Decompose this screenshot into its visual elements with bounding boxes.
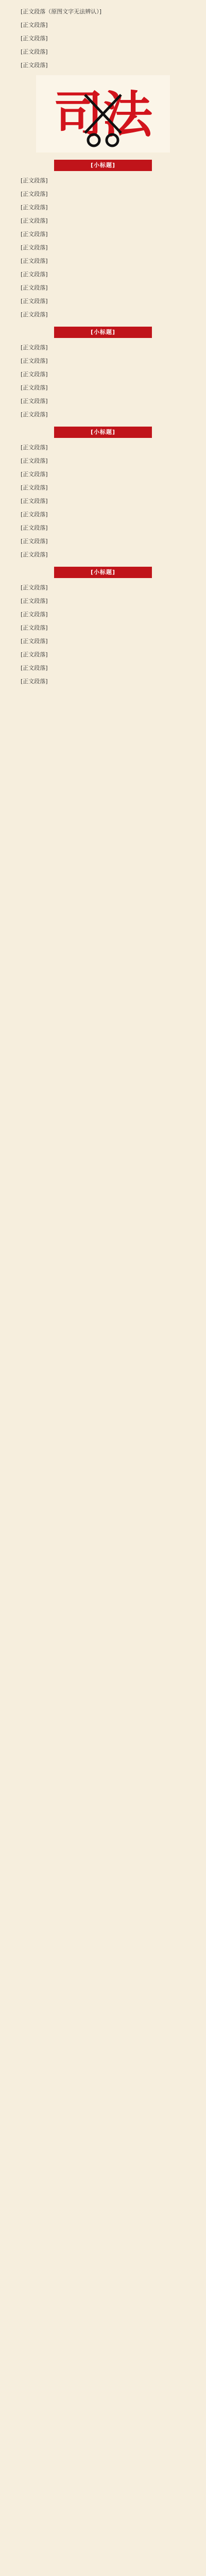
article-paragraph: [正文段落] — [21, 231, 48, 238]
article-paragraph: [正文段落] — [21, 457, 48, 464]
article-paragraph: [正文段落] — [21, 371, 48, 378]
article-paragraph: [正文段落] — [21, 48, 48, 55]
article-paragraph: [正文段落] — [21, 217, 48, 224]
article-paragraph: [正文段落] — [21, 538, 48, 545]
article-paragraph: [正文段落] — [21, 22, 48, 28]
article-paragraph: [正文段落] — [21, 258, 48, 264]
article-paragraph: [正文段落（原图文字无法辨认）] — [21, 8, 102, 15]
article-paragraph: [正文段落] — [21, 524, 48, 531]
article-paragraph: [正文段落] — [21, 511, 48, 518]
article-paragraph: [正文段落] — [21, 584, 48, 591]
article-paragraph: [正文段落] — [21, 271, 48, 278]
article-paragraph: [正文段落] — [21, 398, 48, 404]
article-paragraph: [正文段落] — [21, 284, 48, 291]
article-paragraph: [正文段落] — [21, 191, 48, 197]
article-paragraph: [正文段落] — [21, 384, 48, 391]
article-paragraph: [正文段落] — [21, 665, 48, 671]
article-paragraph: [正文段落] — [21, 611, 48, 618]
banner-headline: 司法 — [54, 86, 152, 144]
article-paragraph: [正文段落] — [21, 598, 48, 604]
article-paragraph: [正文段落] — [21, 62, 48, 69]
article-paragraph: [正文段落] — [21, 678, 48, 685]
article-paragraph: [正文段落] — [21, 311, 48, 318]
article-body — [0, 0, 206, 686]
article-paragraph: [正文段落] — [21, 471, 48, 478]
section-title: [小标题] — [54, 427, 152, 438]
article-paragraph: [正文段落] — [21, 204, 48, 211]
article-paragraph: [正文段落] — [21, 444, 48, 451]
article-paragraph: [正文段落] — [21, 638, 48, 645]
article-paragraph: [正文段落] — [21, 244, 48, 251]
article-paragraph: [正文段落] — [21, 177, 48, 184]
article-paragraph: [正文段落] — [21, 498, 48, 504]
justice-banner-image — [36, 75, 170, 152]
article-paragraph: [正文段落] — [21, 298, 48, 304]
article-paragraph: [正文段落] — [21, 344, 48, 351]
article-paragraph: [正文段落] — [21, 358, 48, 364]
article-paragraph: [正文段落] — [21, 484, 48, 491]
section-title: [小标题] — [54, 160, 152, 171]
section-title: [小标题] — [54, 567, 152, 578]
article-paragraph: [正文段落] — [21, 411, 48, 418]
article-paragraph: [正文段落] — [21, 551, 48, 558]
section-title: [小标题] — [54, 327, 152, 338]
article-paragraph: [正文段落] — [21, 651, 48, 658]
article-paragraph: [正文段落] — [21, 35, 48, 42]
article-paragraph: [正文段落] — [21, 624, 48, 631]
